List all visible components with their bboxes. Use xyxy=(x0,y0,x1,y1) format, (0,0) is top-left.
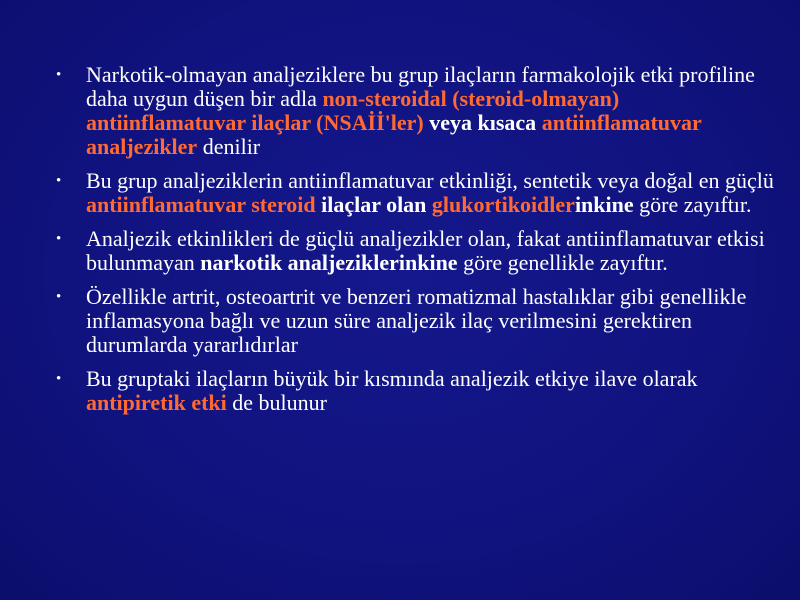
highlight-term: antiinflamatuvar steroid xyxy=(86,192,316,217)
bullet-text xyxy=(86,168,774,217)
bullet-item xyxy=(56,169,776,217)
highlight-term: antiinflamatuvar analjezikler xyxy=(86,110,702,159)
text-segment: de bulunur xyxy=(226,390,327,415)
bullet-item xyxy=(56,227,776,275)
text-segment: denilir xyxy=(197,134,261,159)
bold-term: narkotik analjeziklerinkine xyxy=(200,250,458,275)
bullet-dot-icon: • xyxy=(56,173,62,189)
bullet-dot-icon: • xyxy=(56,371,62,387)
bullet-text xyxy=(86,284,746,357)
bullet-item xyxy=(56,285,776,357)
text-segment: göre genellikle zayıftır. xyxy=(457,250,668,275)
bullet-text xyxy=(86,62,755,159)
bullet-text xyxy=(86,366,698,415)
bullet-list xyxy=(56,63,776,425)
bold-term: ilaçlar olan xyxy=(321,192,427,217)
text-segment: Analjezik etkinlikleri de güçlü analjezikler olan, fakat antiinflamatuvar etkisi bulunmayan xyxy=(86,226,765,275)
bullet-item xyxy=(56,63,776,159)
bold-term: veya kısaca xyxy=(429,110,537,135)
bullet-dot-icon: • xyxy=(56,231,62,247)
text-segment: Özellikle artrit, osteoartrit ve benzeri romatizmal hastalıklar gibi genellikle inflamasyona bağlı ve uzun süre analjezik ilaç verilmesini gerektiren durumlarda yararlıdırlar xyxy=(86,284,747,357)
highlight-term: antipiretik etki xyxy=(86,390,227,415)
text-segment: Narkotik-olmayan analjeziklere bu grup ilaçların farmakolojik etki profiline daha uygun düşen bir adla xyxy=(86,62,755,111)
highlight-term: non-steroidal (steroid-olmayan) antiinflamatuvar ilaçlar (NSAİİ'ler) xyxy=(86,86,620,135)
text-segment: Bu gruptaki ilaçların büyük bir kısmında analjezik etkiye ilave olarak xyxy=(86,366,698,391)
bullet-item xyxy=(56,367,776,415)
bullet-dot-icon: • xyxy=(56,289,62,305)
highlight-term: glukortikoidler xyxy=(431,192,575,217)
bullet-dot-icon: • xyxy=(56,67,62,83)
text-segment: göre zayıftır. xyxy=(633,192,752,217)
bullet-text xyxy=(86,226,765,275)
bold-term: inkine xyxy=(574,192,634,217)
text-segment: Bu grup analjeziklerin antiinflamatuvar etkinliği, sentetik veya doğal en güçlü xyxy=(86,168,774,193)
